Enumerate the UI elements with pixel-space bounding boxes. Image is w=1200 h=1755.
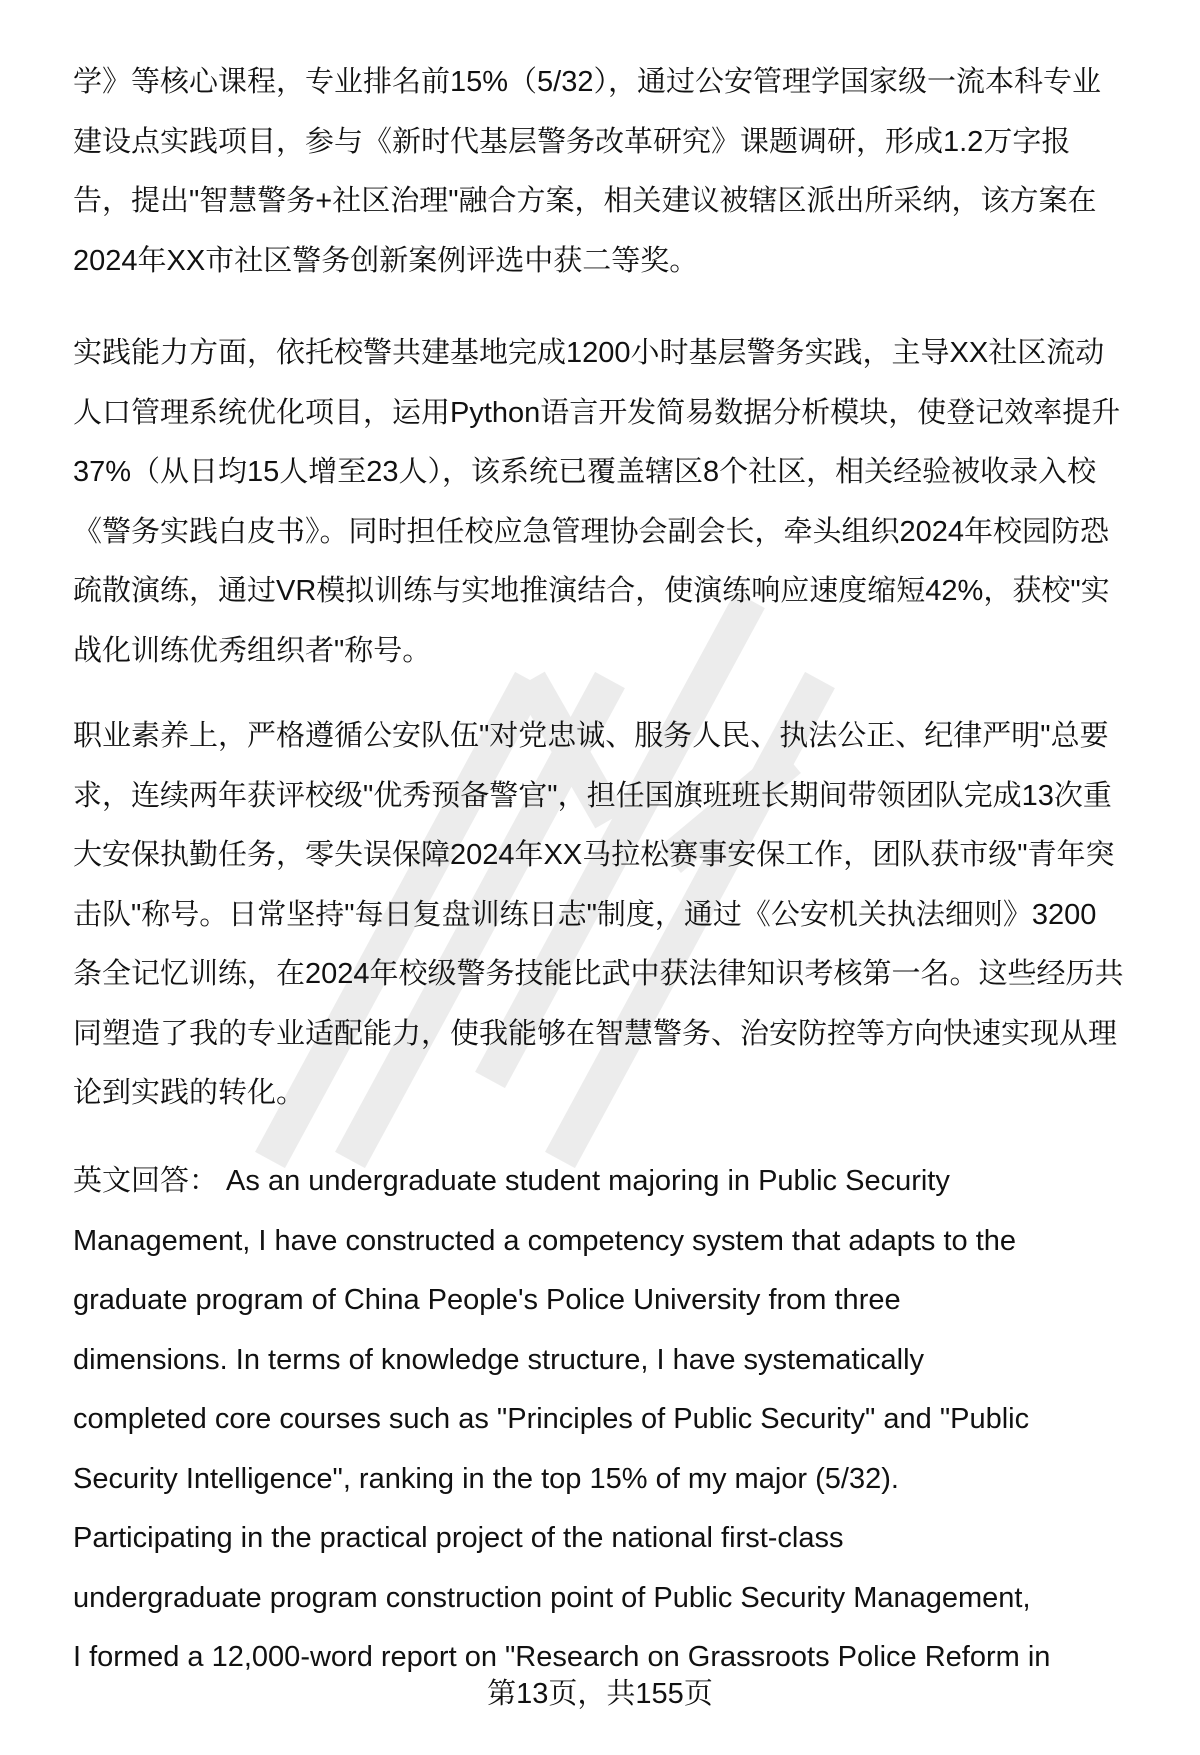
text-line: undergraduate program construction point of Public Security Management, [73, 1581, 1031, 1614]
text-line: 求，连续两年获评校级"优秀预备警官"，担任国旗班班长期间带领团队完成13次重 [73, 779, 1112, 812]
text-line: 疏散演练，通过VR模拟训练与实地推演结合，使演练响应速度缩短42%，获校"实 [73, 575, 1110, 607]
text-line: 大安保执勤任务，零失误保障2024年XX马拉松赛事安保工作，团队获市级"青年突 [73, 839, 1115, 871]
text-line: Participating in the practical project of the national first-class [73, 1522, 844, 1554]
text-line: 37%（从日均15人增至23人），该系统已覆盖辖区8个社区，相关经验被收录入校 [73, 456, 1097, 488]
paragraph-academic [73, 53, 1183, 291]
text-line: 告，提出"智慧警务+社区治理"融合方案，相关建议被辖区派出所采纳，该方案在 [73, 185, 1097, 217]
paragraph-english-answer [73, 1152, 1183, 1688]
text-line: 击队"称号。日常坚持"每日复盘训练日志"制度，通过《公安机关执法细则》3200 [73, 898, 1097, 931]
paragraph-practice [73, 324, 1183, 681]
text-line: 学》等核心课程，专业排名前15%（5/32），通过公安管理学国家级一流本科专业 [73, 66, 1101, 98]
text-line: 英文回答： As an undergraduate student majoring in Public Security [73, 1165, 950, 1197]
paragraph-professionalism [73, 707, 1183, 1124]
text-line: completed core courses such as "Principles of Public Security" and "Public [73, 1403, 1030, 1435]
text-line: graduate program of China People's Police University from three [73, 1284, 901, 1316]
text-line: 建设点实践项目，参与《新时代基层警务改革研究》课题调研，形成1.2万字报 [73, 125, 1071, 158]
text-line: 实践能力方面，依托校警共建基地完成1200小时基层警务实践，主导XX社区流动 [73, 337, 1105, 369]
text-line: 论到实践的转化。 [73, 1077, 306, 1109]
text-line: 《警务实践白皮书》。同时担任校应急管理协会副会长，牵头组织2024年校园防恐 [73, 515, 1110, 548]
text-line: dimensions. In terms of knowledge structure, I have systematically [73, 1343, 925, 1376]
text-line: 人口管理系统优化项目，运用Python语言开发简易数据分析模块，使登记效率提升 [73, 396, 1121, 429]
text-line: Management, I have constructed a competency system that adapts to the [73, 1224, 1017, 1257]
text-line: 同塑造了我的专业适配能力，使我能够在智慧警务、治安防控等方向快速实现从理 [73, 1017, 1118, 1050]
text-line: I formed a 12,000-word report on "Research on Grassroots Police Reform in [73, 1641, 1051, 1673]
text-line: 职业素养上，严格遵循公安队伍"对党忠诚、服务人民、执法公正、纪律严明"总要 [73, 720, 1109, 752]
text-line: 战化训练优秀组织者"称号。 [73, 634, 432, 667]
text-line: Security Intelligence", ranking in the top 15% of my major (5/32). [73, 1462, 899, 1495]
page-number: 第13页，共155页 [487, 1678, 713, 1710]
text-line: 条全记忆训练，在2024年校级警务技能比武中获法律知识考核第一名。这些经历共 [73, 958, 1124, 990]
text-line: 2024年XX市社区警务创新案例评选中获二等奖。 [73, 244, 699, 277]
